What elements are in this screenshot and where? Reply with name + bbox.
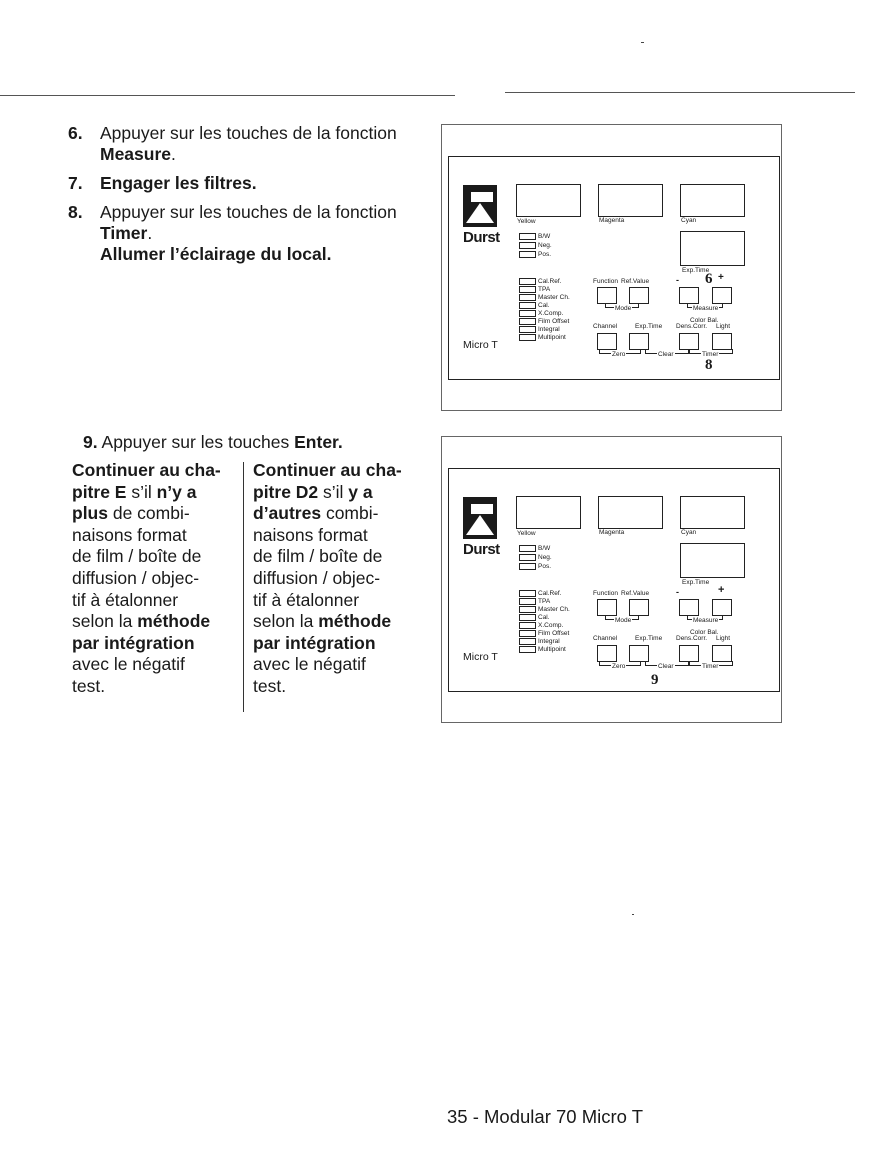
text-line: de film / boîte de [253, 546, 383, 567]
light-label: Light [716, 635, 731, 642]
brand-label: Durst [463, 229, 500, 246]
measure-group-label: Measure [693, 617, 719, 624]
bw-label: B/W [538, 545, 551, 552]
zero-label: Zero [612, 663, 626, 670]
led-mode [519, 326, 536, 333]
led-pos [519, 251, 536, 258]
display-yellow [516, 184, 581, 217]
channel-label: Channel [593, 635, 618, 642]
led-mode [519, 302, 536, 309]
led-mode [519, 606, 536, 613]
handwritten-step-8: 8 [705, 357, 713, 373]
text-line: avec le négatif [253, 654, 366, 675]
text-line: naisons format [72, 524, 187, 545]
channel-label: Channel [593, 323, 618, 330]
display-magenta [598, 184, 663, 217]
mode-label: Film Offset [538, 318, 570, 325]
text-line: diffusion / objec- [72, 567, 200, 588]
step-7 [68, 173, 428, 194]
plus-label: + [718, 584, 725, 596]
measure-minus-key[interactable] [679, 599, 699, 616]
dens-corr-label: Dens.Corr. [676, 323, 708, 330]
text-line: de combi- [107, 503, 190, 524]
text-line: selon la [72, 611, 138, 632]
led-mode [519, 622, 536, 629]
measure-group-label: Measure [693, 305, 719, 312]
mode-label: TPA [538, 286, 551, 293]
text-line: naisons format [253, 524, 368, 545]
function-label: Function [593, 590, 618, 597]
step-9 [83, 432, 343, 453]
mode-group-label: Mode [615, 617, 632, 624]
text-line: Continuer au cha- [72, 460, 221, 480]
step-number: 7. [68, 173, 83, 193]
color-bal-label: Color Bal. [690, 629, 719, 636]
led-mode [519, 334, 536, 341]
text-bold: pitre E [72, 481, 127, 502]
display-exp-time [680, 231, 745, 266]
text-bold: plus [72, 503, 108, 524]
text-line: Continuer au cha- [253, 460, 402, 480]
dens-corr-label: Dens.Corr. [676, 635, 708, 642]
neg-label: Neg. [538, 554, 552, 561]
text-bold: n’y a [156, 481, 197, 502]
mode-group-label: Mode [615, 305, 632, 312]
ref-value-label: Ref.Value [621, 278, 650, 285]
led-mode [519, 590, 536, 597]
durst-logo-icon [463, 497, 497, 539]
measure-minus-key[interactable] [679, 287, 699, 304]
text-line: s’il [318, 481, 349, 502]
text-line: s’il [126, 481, 157, 502]
led-neg [519, 242, 536, 249]
zero-label: Zero [612, 351, 626, 358]
timer-label: Timer [702, 663, 719, 670]
display-yellow [516, 496, 581, 529]
led-mode [519, 638, 536, 645]
step-6 [68, 123, 428, 165]
function-label: Function [593, 278, 618, 285]
function-key[interactable] [597, 287, 617, 304]
text-bold: par intégration [72, 632, 195, 653]
neg-label: Neg. [538, 242, 552, 249]
light-key[interactable] [712, 333, 732, 350]
instruction-steps-top [68, 123, 428, 273]
cyan-label: Cyan [681, 217, 697, 224]
led-mode [519, 294, 536, 301]
mode-label: Cal. [538, 614, 550, 621]
ref-value-key[interactable] [629, 287, 649, 304]
mode-label: Multipoint [538, 646, 566, 653]
yellow-label: Yellow [517, 218, 536, 225]
led-mode [519, 614, 536, 621]
led-mode [519, 310, 536, 317]
text-line: test. [72, 675, 106, 696]
text-bold: méthode [318, 611, 392, 632]
mode-label: Multipoint [538, 334, 566, 341]
led-neg [519, 554, 536, 561]
text-line: combi- [321, 503, 379, 524]
ref-value-key[interactable] [629, 599, 649, 616]
mode-label: Integral [538, 638, 560, 645]
step-text: . [147, 223, 153, 243]
led-bw [519, 233, 536, 240]
channel-key[interactable] [597, 645, 617, 662]
display-exp-time [680, 543, 745, 578]
display-magenta [598, 496, 663, 529]
plus-label: + [718, 272, 724, 283]
model-label: Micro T [463, 651, 498, 663]
header-rule-left [0, 95, 455, 96]
mode-label: X.Comp. [538, 622, 564, 629]
led-mode [519, 318, 536, 325]
function-key[interactable] [597, 599, 617, 616]
led-mode [519, 598, 536, 605]
step-text: Appuyer sur les touches de la fonction [100, 202, 397, 222]
column-right [253, 460, 423, 698]
step-text: Appuyer sur les touches [101, 432, 295, 452]
step-number: 9. [83, 432, 98, 452]
text-line: de film / boîte de [72, 546, 202, 567]
text-line: diffusion / objec- [253, 567, 381, 588]
light-key[interactable] [712, 645, 732, 662]
step-keyword: Enter. [294, 432, 343, 452]
text-line: tif à étalonner [253, 589, 360, 610]
mode-label: TPA [538, 598, 551, 605]
timer-label: Timer [702, 351, 719, 358]
minus-label: - [676, 275, 679, 285]
magenta-label: Magenta [599, 217, 625, 224]
channel-key[interactable] [597, 333, 617, 350]
bw-label: B/W [538, 233, 551, 240]
light-label: Light [716, 323, 731, 330]
led-bw [519, 545, 536, 552]
measure-plus-key[interactable] [712, 287, 732, 304]
text-bold: par intégration [253, 632, 376, 653]
mode-label: Master Ch. [538, 294, 570, 301]
cyan-label: Cyan [681, 529, 697, 536]
text-line: test. [253, 675, 287, 696]
step-8 [68, 202, 428, 265]
magenta-label: Magenta [599, 529, 625, 536]
exp-time-label: Exp.Time [682, 579, 710, 586]
yellow-label: Yellow [517, 530, 536, 537]
led-pos [519, 563, 536, 570]
mode-label: Cal.Ref. [538, 278, 562, 285]
column-left [72, 460, 237, 698]
pos-label: Pos. [538, 251, 552, 258]
text-bold: pitre D2 [253, 481, 319, 502]
durst-logo-icon [463, 185, 497, 227]
step-text: Engager les filtres. [100, 173, 257, 193]
led-mode [519, 630, 536, 637]
step-text: Appuyer sur les touches de la fonction [100, 123, 397, 143]
step-number: 8. [68, 202, 83, 222]
text-bold: méthode [137, 611, 211, 632]
clear-label: Clear [658, 351, 674, 358]
handwritten-step-6: 6 [705, 271, 713, 287]
handwritten-step-9: 9 [651, 672, 659, 688]
text-bold: y a [348, 481, 373, 502]
page-footer: 35 - Modular 70 Micro T [447, 1106, 644, 1127]
exp-time-key[interactable] [629, 333, 649, 350]
exp-time-key-label: Exp.Time [635, 635, 663, 642]
display-cyan [680, 184, 745, 217]
measure-plus-key[interactable] [712, 599, 732, 616]
control-panel-top [448, 156, 780, 380]
exp-time-key[interactable] [629, 645, 649, 662]
speck [632, 914, 634, 915]
text-line: tif à étalonner [72, 589, 179, 610]
led-mode [519, 278, 536, 285]
step-keyword: Timer [100, 223, 148, 243]
mode-label: Cal.Ref. [538, 590, 562, 597]
led-mode [519, 286, 536, 293]
speck [641, 42, 644, 43]
text-bold: d’autres [253, 503, 322, 524]
ref-value-label: Ref.Value [621, 590, 650, 597]
text-line: avec le négatif [72, 654, 185, 675]
display-cyan [680, 496, 745, 529]
exp-time-key-label: Exp.Time [635, 323, 663, 330]
mode-label: Master Ch. [538, 606, 570, 613]
step-keyword: Measure [100, 144, 172, 164]
header-rule-right [505, 92, 855, 93]
minus-label: - [676, 587, 679, 597]
dens-corr-key[interactable] [679, 645, 699, 662]
led-mode [519, 646, 536, 653]
model-label: Micro T [463, 339, 498, 351]
clear-label: Clear [658, 663, 674, 670]
column-separator [243, 462, 244, 712]
brand-label: Durst [463, 541, 500, 558]
exp-time-label: Exp.Time [682, 267, 710, 274]
mode-label: X.Comp. [538, 310, 564, 317]
control-panel-bottom [448, 468, 780, 692]
color-bal-label: Color Bal. [690, 317, 719, 324]
mode-label: Integral [538, 326, 560, 333]
mode-label: Film Offset [538, 630, 570, 637]
dens-corr-key[interactable] [679, 333, 699, 350]
pos-label: Pos. [538, 563, 552, 570]
step-number: 6. [68, 123, 83, 143]
step-text: . [171, 144, 176, 164]
mode-label: Cal. [538, 302, 550, 309]
step-extra: Allumer l’éclairage du local. [100, 244, 332, 264]
text-line: selon la [253, 611, 319, 632]
